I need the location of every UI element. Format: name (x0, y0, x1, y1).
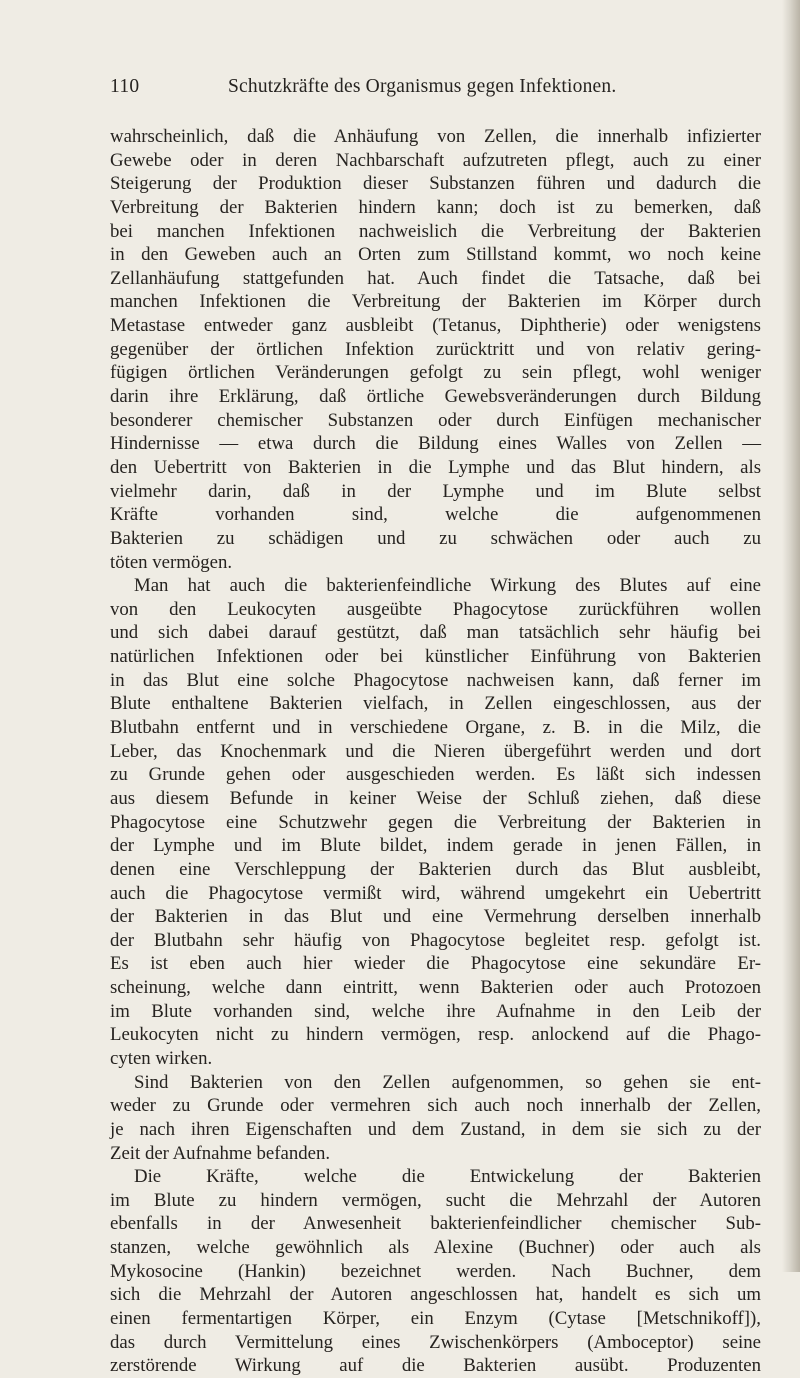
text-line: Metastase entweder ganz ausbleibt (Tetanus, Diphtherie) oder wenigstens (110, 315, 761, 337)
text-line: Bakterien zu schädigen und zu schwächen oder auch zu (110, 527, 761, 549)
running-title: Schutzkräfte des Organismus gegen Infektionen. (228, 76, 617, 97)
text-line: den Uebertritt von Bakterien in die Lymphe und das Blut hindern, als (110, 456, 761, 478)
text-line: Zeit der Aufnahme befanden. (110, 1142, 331, 1164)
text-line: Es ist eben auch hier wieder die Phagocytose eine sekundäre Er- (110, 953, 761, 975)
text-line: einen fermentartigen Körper, ein Enzym (Cytase [Metschnikoff]), (110, 1308, 761, 1330)
text-line: aus diesem Befunde in keiner Weise der Schluß ziehen, daß diese (110, 787, 761, 809)
text-line: im Blute vorhanden sind, welche ihre Aufnahme in den Leib der (110, 1000, 761, 1022)
text-line: gegenüber der örtlichen Infektion zurücktritt und von relativ gering- (110, 338, 761, 360)
text-line: Man hat auch die bakterienfeindliche Wirkung des Blutes auf eine (134, 575, 761, 597)
page-header (110, 76, 750, 102)
text-line: in das Blut eine solche Phagocytose nachweisen kann, daß ferner im (110, 669, 761, 691)
text-line: töten vermögen. (110, 551, 233, 573)
text-line: zu Grunde gehen oder ausgeschieden werden. Es läßt sich indessen (110, 764, 761, 786)
text-line: Zellanhäufung stattgefunden hat. Auch findet die Tatsache, daß bei (110, 267, 761, 289)
text-line: Mykosocine (Hankin) bezeichnet werden. Nach Buchner, dem (110, 1260, 761, 1282)
text-line: natürlichen Infektionen oder bei künstlicher Einführung von Bakterien (110, 646, 761, 668)
text-line: und sich dabei darauf gestützt, daß man tatsächlich sehr häufig bei (110, 622, 761, 644)
text-line: manchen Infektionen die Verbreitung der Bakterien im Körper durch (110, 291, 761, 313)
text-line: der Lymphe und im Blute bildet, indem gerade in jenen Fällen, in (110, 835, 761, 857)
text-line: im Blute zu hindern vermögen, sucht die Mehrzahl der Autoren (110, 1189, 761, 1211)
text-line: vielmehr darin, daß in der Lymphe und im Blute selbst (110, 480, 761, 502)
text-line: auch die Phagocytose vermißt wird, während umgekehrt ein Uebertritt (110, 882, 761, 904)
text-line: von den Leukocyten ausgeübte Phagocytose zurückführen wollen (110, 598, 761, 620)
text-line: Verbreitung der Bakterien hindern kann; doch ist zu bemerken, daß (110, 196, 761, 218)
text-line: Die Kräfte, welche die Entwickelung der Bakterien (134, 1166, 761, 1188)
text-line: Blute enthaltene Bakterien vielfach, in Zellen eingeschlossen, aus der (110, 693, 761, 715)
text-line: Steigerung der Produktion dieser Substanzen führen und dadurch die (110, 173, 761, 195)
text-line: stanzen, welche gewöhnlich als Alexine (Buchner) oder auch als (110, 1237, 761, 1259)
text-line: fügigen örtlichen Veränderungen gefolgt zu sein pflegt, wohl weniger (110, 362, 761, 384)
text-line: zerstörende Wirkung auf die Bakterien ausübt. Produzenten (110, 1355, 761, 1377)
text-line: Kräfte vorhanden sind, welche die aufgenommenen (110, 504, 761, 526)
text-line: Phagocytose eine Schutzwehr gegen die Verbreitung der Bakterien in (110, 811, 761, 833)
text-line: weder zu Grunde oder vermehren sich auch noch innerhalb der Zellen, (110, 1095, 761, 1117)
text-line: scheinung, welche dann eintritt, wenn Bakterien oder auch Protozoen (110, 977, 761, 999)
text-line: der Blutbahn sehr häufig von Phagocytose begleitet resp. gefolgt ist. (110, 929, 761, 951)
text-line: das durch Vermittelung eines Zwischenkörpers (Amboceptor) seine (110, 1331, 761, 1353)
text-line: ebenfalls in der Anwesenheit bakterienfeindlicher chemischer Sub- (110, 1213, 761, 1235)
text-line: sich die Mehrzahl der Autoren angeschlossen hat, handelt es sich um (110, 1284, 761, 1306)
text-line: darin ihre Erklärung, daß örtliche Gewebsveränderungen durch Bildung (110, 386, 761, 408)
text-line: Sind Bakterien von den Zellen aufgenommen, so gehen sie ent- (134, 1071, 761, 1093)
text-line: besonderer chemischer Substanzen oder durch Einfügen mechanischer (110, 409, 761, 431)
page-edge-shadow (782, 0, 800, 1272)
text-line: Leber, das Knochenmark und die Nieren übergeführt werden und dort (110, 740, 761, 762)
page-number: 110 (110, 76, 140, 97)
text-line: der Bakterien in das Blut und eine Vermehrung derselben innerhalb (110, 906, 761, 928)
body-text (110, 125, 761, 1378)
text-line: Leukocyten nicht zu hindern vermögen, resp. anlockend auf die Phago- (110, 1024, 761, 1046)
text-line: denen eine Verschleppung der Bakterien durch das Blut ausbleibt, (110, 858, 761, 880)
text-line: bei manchen Infektionen nachweislich die Verbreitung der Bakterien (110, 220, 761, 242)
text-line: Hindernisse — etwa durch die Bildung eines Walles von Zellen — (110, 433, 761, 455)
text-line: cyten wirken. (110, 1047, 213, 1069)
text-line: je nach ihren Eigenschaften und dem Zustand, in dem sie sich zu der (110, 1118, 761, 1140)
text-line: Blutbahn entfernt und in verschiedene Organe, z. B. in die Milz, die (110, 717, 761, 739)
text-line: wahrscheinlich, daß die Anhäufung von Zellen, die innerhalb infizierter (110, 126, 761, 147)
text-line: Gewebe oder in deren Nachbarschaft aufzutreten pflegt, auch zu einer (110, 149, 761, 171)
text-line: in den Geweben auch an Orten zum Stillstand kommt, wo noch keine (110, 244, 761, 266)
